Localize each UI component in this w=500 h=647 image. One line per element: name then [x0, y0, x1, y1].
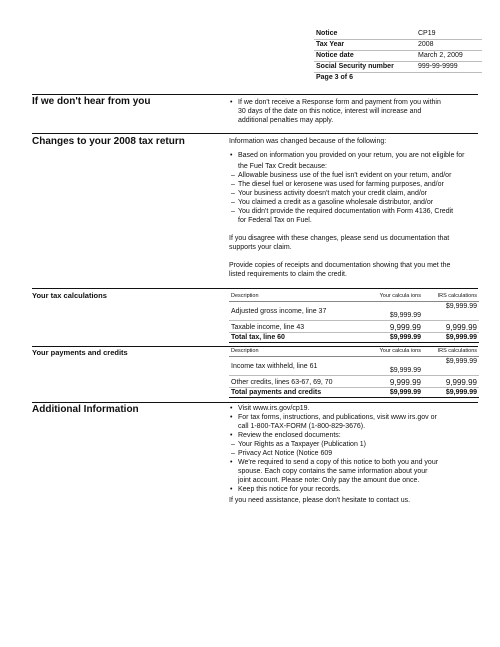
additional-info-title: Additional Information: [32, 404, 139, 415]
table-row: [229, 321, 479, 333]
info-item-continued: call 1-800-TAX-FORM (1-800-829-3676).: [238, 423, 366, 430]
total-your-value: $9,999.99: [361, 333, 423, 343]
section-divider: [32, 402, 478, 403]
changes-bullet-line: the Fuel Tax Credit because:: [238, 163, 327, 170]
row-irs-value: 9,999.99: [423, 321, 479, 333]
payments-table: [229, 348, 479, 398]
notice-date-row: [314, 51, 482, 62]
total-description: Total tax, line 60: [229, 333, 361, 343]
table-row: [229, 376, 479, 388]
info-item: • Keep this notice for your records.: [229, 485, 479, 494]
notice-date-label: Notice date: [314, 51, 416, 62]
row-irs-value: $9,999.99: [423, 357, 479, 376]
row-your-value: 9,999.99: [361, 376, 423, 388]
col-description: Description: [229, 348, 361, 357]
changes-intro: Information was changed because of the following:: [229, 138, 387, 145]
total-description: Total payments and credits: [229, 388, 361, 398]
reason-item: – You claimed a credit as a gasoline wholesale distributor, and/or: [229, 198, 479, 207]
notice-value: CP19: [416, 29, 482, 40]
row-description: Other credits, lines 63-67, 69, 70: [229, 376, 361, 388]
info-item-continued: spouse. Each copy contains the same information about your: [238, 468, 428, 475]
notice-info-table: [314, 29, 482, 83]
reason-item: – The diesel fuel or kerosene was used for farming purposes, and/or: [229, 180, 479, 189]
section-divider: [32, 94, 478, 95]
total-your-value: $9,999.99: [361, 388, 423, 398]
tax-calc-table: [229, 293, 479, 343]
enclosed-document: – Privacy Act Notice (Notice 609: [229, 449, 479, 458]
table-header: [229, 293, 479, 302]
notice-label: Notice: [314, 29, 416, 40]
notice-row: [314, 29, 482, 40]
row-your-value: $9,999.99: [361, 357, 423, 376]
section-divider: [32, 133, 478, 134]
info-item: • For tax forms, instructions, and publications, visit www irs.gov or: [229, 413, 479, 422]
changes-title: Changes to your 2008 tax return: [32, 136, 185, 147]
row-your-value: $9,999.99: [361, 302, 423, 321]
col-irs-calc: IRS calculations: [423, 348, 479, 357]
col-irs-calc: IRS calculations: [423, 293, 479, 302]
section-divider: [32, 288, 478, 289]
info-item: • Review the enclosed documents:: [229, 431, 479, 440]
tax-year-value: 2008: [416, 40, 482, 51]
no-response-text: [229, 98, 479, 125]
changes-details: [229, 151, 479, 279]
closing-text: If you need assistance, please don't hesitate to contact us.: [229, 497, 411, 504]
row-irs-value: $9,999.99: [423, 302, 479, 321]
info-item-continued: joint account. Please note: Only pay the amount due once.: [238, 477, 420, 484]
no-response-title: If we don't hear from you: [32, 96, 151, 107]
tax-year-row: [314, 40, 482, 51]
row-description: Taxable income, line 43: [229, 321, 361, 333]
additional-info-list: [229, 404, 479, 505]
changes-bullet-line: • Based on information you provided on your return, you are not eligible for: [229, 151, 479, 160]
info-item: • We're required to send a copy of this notice to both you and your: [229, 458, 479, 467]
reason-item: – Your business activity doesn't match your credit claim, and/or: [229, 189, 479, 198]
total-row: [229, 388, 479, 398]
no-response-line: 30 days of the date on this notice, interest will increase and: [238, 108, 422, 115]
tax-year-label: Tax Year: [314, 40, 416, 51]
row-description: Income tax withheld, line 61: [229, 357, 361, 376]
ssn-value: 999-99-9999: [416, 62, 482, 73]
info-item: • Visit www.irs.gov/cp19.: [229, 404, 479, 413]
row-description: Adjusted gross income, line 37: [229, 302, 361, 321]
receipts-paragraph: listed requirements to claim the credit.: [229, 271, 347, 278]
payments-title: Your payments and credits: [32, 348, 128, 357]
disagree-paragraph: If you disagree with these changes, please send us documentation that: [229, 235, 450, 242]
tax-calc-title: Your tax calculations: [32, 291, 107, 300]
enclosed-document: – Your Rights as a Taxpayer (Publication 1): [229, 440, 479, 449]
no-response-line: additional penalties may apply.: [238, 117, 334, 124]
ssn-row: [314, 62, 482, 73]
reason-item: – You didn't provide the required documentation with Form 4136, Credit: [229, 207, 479, 216]
reason-item: – Allowable business use of the fuel isn't evident on your return, and/or: [229, 171, 479, 180]
total-irs-value: $9,999.99: [423, 333, 479, 343]
total-irs-value: $9,999.99: [423, 388, 479, 398]
table-row: [229, 302, 479, 321]
table-header: [229, 348, 479, 357]
row-your-value: 9,999.99: [361, 321, 423, 333]
receipts-paragraph: Provide copies of receipts and documentation showing that you met the: [229, 262, 451, 269]
col-description: Description: [229, 293, 361, 302]
row-irs-value: 9,999.99: [423, 376, 479, 388]
page-number: Page 3 of 6: [316, 74, 353, 81]
ssn-label: Social Security number: [314, 62, 416, 73]
page-number-row: [314, 73, 482, 84]
no-response-line: • If we don't receive a Response form and payment from you within: [229, 98, 479, 107]
col-your-calc: Your calcula ions: [361, 293, 423, 302]
table-row: [229, 357, 479, 376]
col-your-calc: Your calcula ions: [361, 348, 423, 357]
notice-date-value: March 2, 2009: [416, 51, 482, 62]
disagree-paragraph: supports your claim.: [229, 244, 292, 251]
total-row: [229, 333, 479, 343]
section-divider: [32, 346, 478, 347]
reason-continuation: for Federal Tax on Fuel.: [238, 217, 312, 224]
